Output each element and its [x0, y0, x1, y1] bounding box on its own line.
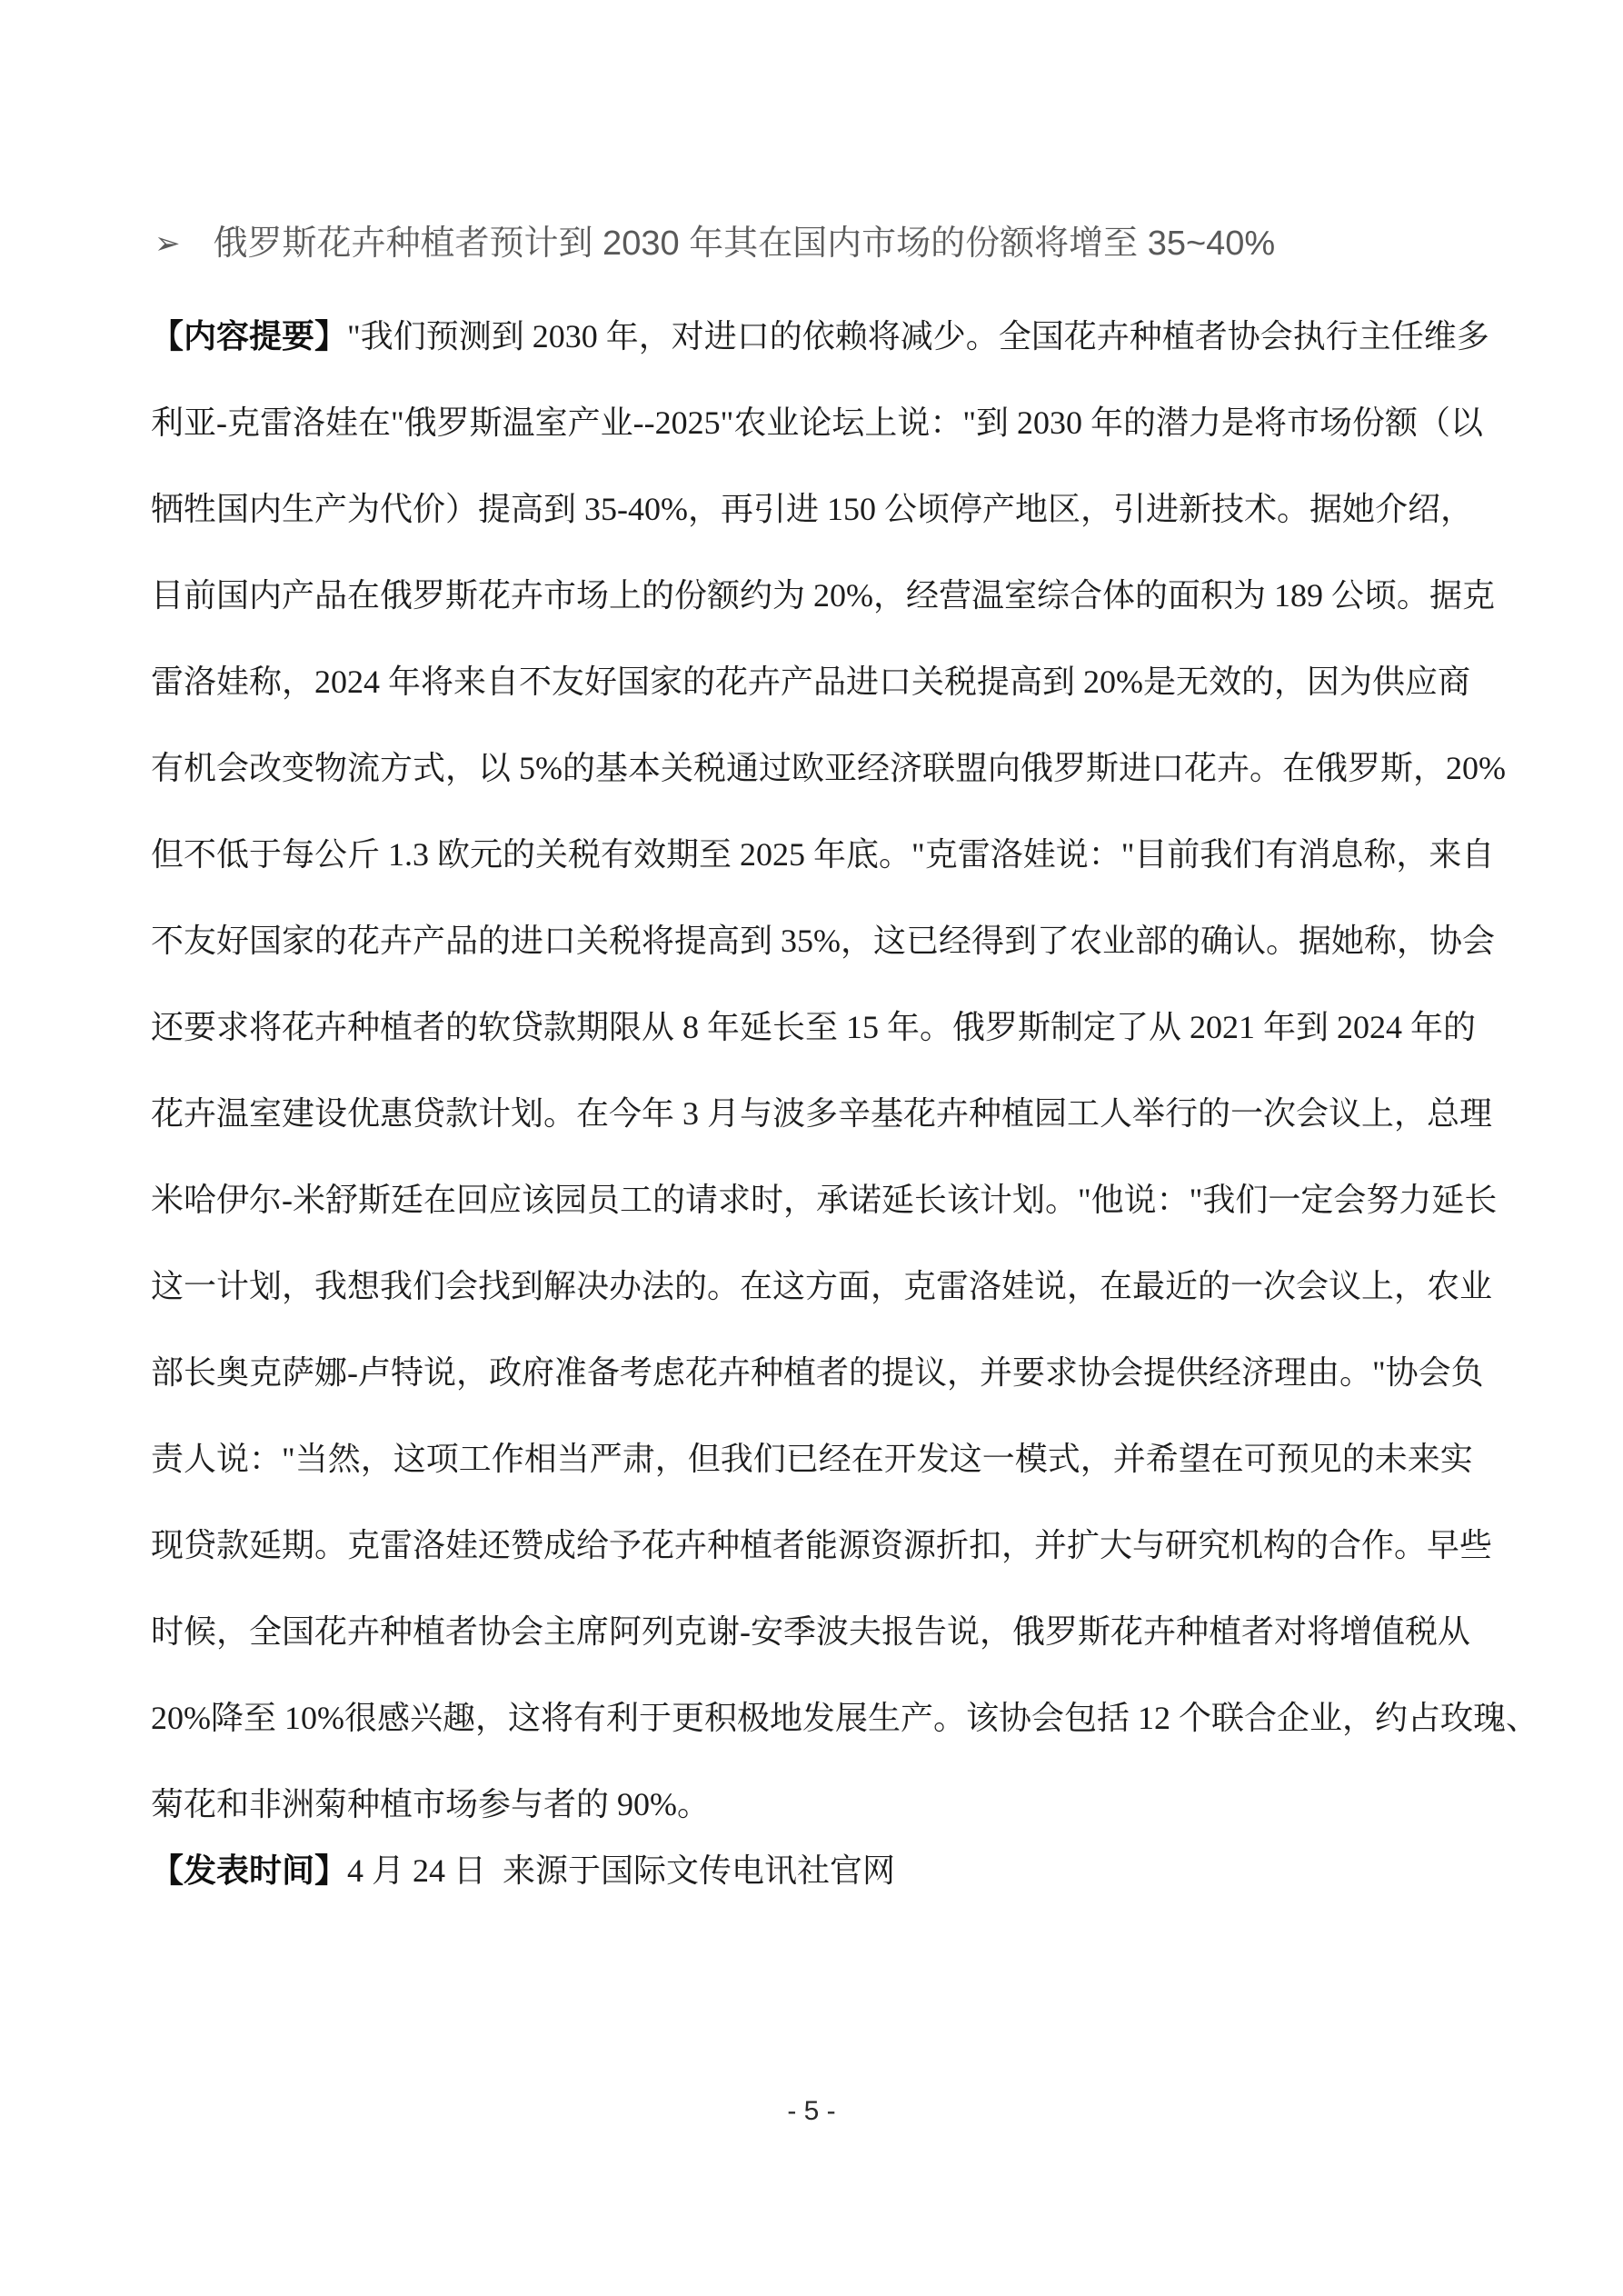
summary-line: 部长奥克萨娜-卢特说，政府准备考虑花卉种植者的提议，并要求协会提供经济理由。"协会负	[151, 1354, 1484, 1391]
publish-label: 【发表时间】	[151, 1852, 348, 1889]
summary-line-text: "我们预测到 2030 年，对进口的依赖将减少。全国花卉种植者协会执行主任维多	[347, 318, 1489, 354]
summary-line: 菊花和非洲菊种植市场参与者的 90%。	[151, 1786, 710, 1822]
summary-line: 牺牲国内生产为代价）提高到 35-40%，再引进 150 公顷停产地区，引进新技术。据她介绍，	[151, 491, 1473, 527]
summary-line: 时候，全国花卉种植者协会主席阿列克谢-安季波夫报告说，俄罗斯花卉种植者对将增值税从	[151, 1613, 1470, 1650]
summary-line: 有机会改变物流方式，以 5%的基本关税通过欧亚经济联盟向俄罗斯进口花卉。在俄罗斯，20%	[151, 750, 1506, 786]
article-title	[154, 220, 1275, 267]
summary-label: 【内容提要】	[151, 317, 348, 354]
arrow-bullet-icon: ➢	[154, 226, 181, 261]
summary-line: 雷洛娃称，2024 年将来自不友好国家的花卉产品进口关税提高到 20%是无效的，因为供应商	[151, 664, 1470, 700]
summary-line: 米哈伊尔-米舒斯廷在回应该园员工的请求时，承诺延长该计划。"他说："我们一定会努力延长	[151, 1182, 1498, 1218]
publish-text: 4 月 24 日 来源于国际文传电讯社官网	[347, 1852, 896, 1889]
summary-line: 目前国内产品在俄罗斯花卉市场上的份额约为 20%，经营温室综合体的面积为 189 公顷。据克	[151, 577, 1495, 614]
summary-paragraph	[151, 293, 1538, 1848]
summary-line: 花卉温室建设优惠贷款计划。在今年 3 月与波多辛基花卉种植园工人举行的一次会议上，总理	[151, 1095, 1493, 1132]
summary-line: 这一计划，我想我们会找到解决办法的。在这方面，克雷洛娃说，在最近的一次会议上，农业	[151, 1268, 1493, 1304]
summary-line: 20%降至 10%很感兴趣，这将有利于更积极地发展生产。该协会包括 12 个联合企业，约占玫瑰、	[151, 1700, 1538, 1736]
summary-line: 利亚-克雷洛娃在"俄罗斯温室产业--2025"农业论坛上说："到 2030 年的潜力是将市场份额（以	[151, 404, 1484, 441]
summary-line: 还要求将花卉种植者的软贷款期限从 8 年延长至 15 年。俄罗斯制定了从 2021 年到 2024 年的	[151, 1009, 1477, 1045]
article-title-text: 俄罗斯花卉种植者预计到 2030 年其在国内市场的份额将增至 35~40%	[213, 225, 1276, 263]
summary-line: 现贷款延期。克雷洛娃还赞成给予花卉种植者能源资源折扣，并扩大与研究机构的合作。早些	[151, 1527, 1493, 1563]
page-number: - 5 -	[787, 2096, 836, 2126]
summary-line	[151, 293, 1487, 380]
summary-line: 但不低于每公斤 1.3 欧元的关税有效期至 2025 年底。"克雷洛娃说："目前我们有消息称，来自	[151, 836, 1495, 873]
summary-line: 责人说："当然，这项工作相当严肃，但我们已经在开发这一模式，并希望在可预见的未来实	[151, 1441, 1473, 1477]
summary-line: 不友好国家的花卉产品的进口关税将提高到 35%，这已经得到了农业部的确认。据她称，协会	[151, 923, 1495, 959]
publish-info	[151, 1827, 895, 1914]
